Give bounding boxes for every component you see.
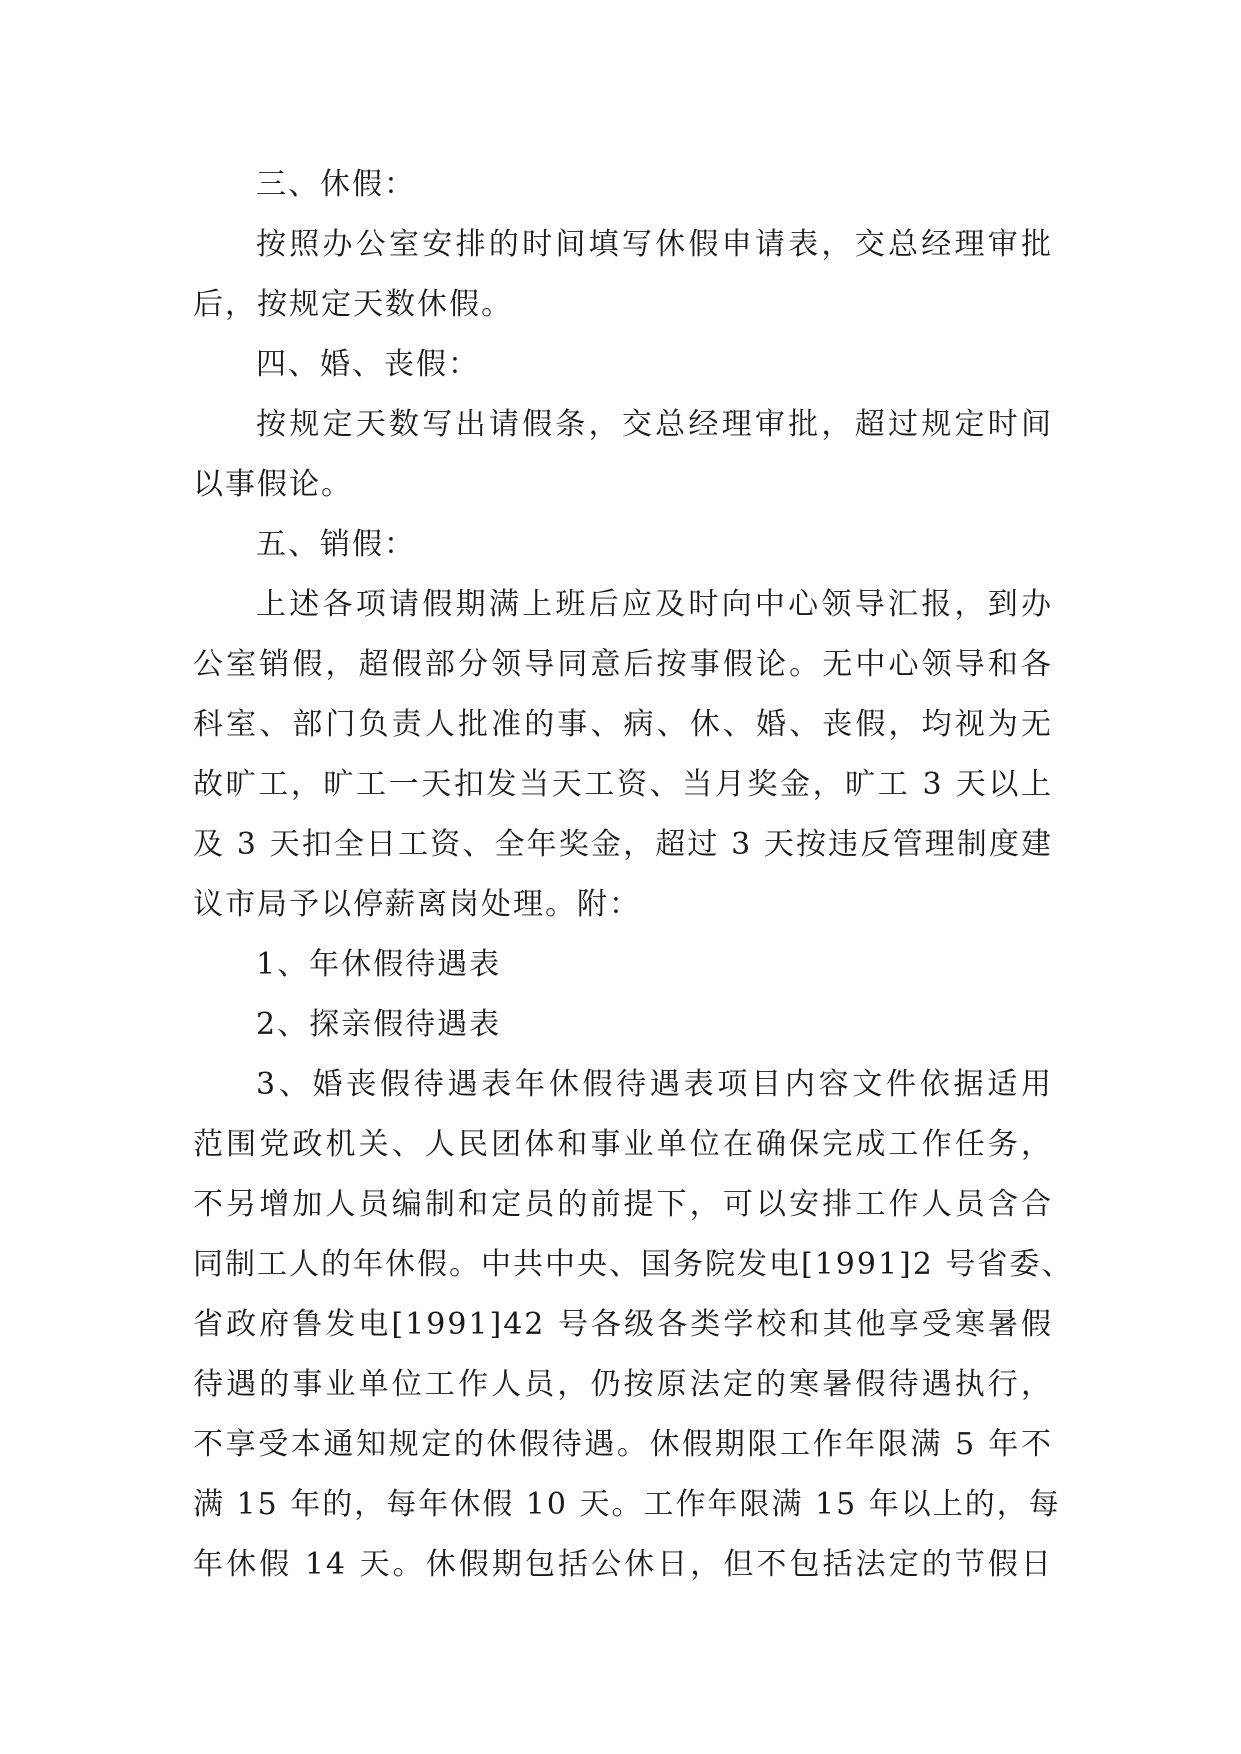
- paragraph-line: 按照办公室安排的时间填写休假申请表，交总经理审批: [256, 227, 1053, 262]
- paragraph-line: 议市局予以停薪离岗处理。附：: [193, 887, 641, 922]
- paragraph-line: 公室销假，超假部分领导同意后按事假论。无中心领导和各: [193, 647, 1053, 682]
- paragraph-line: 待遇的事业单位工作人员，仍按原法定的寒暑假待遇执行，: [193, 1367, 1053, 1402]
- paragraph-line: 满 15 年的，每年休假 10 天。工作年限满 15 年以上的，每: [193, 1487, 1061, 1522]
- paragraph-line: 及 3 天扣全日工资、全年奖金，超过 3 天按违反管理制度建: [193, 827, 1053, 862]
- list-item: 2、探亲假待遇表: [256, 1007, 502, 1042]
- list-item: 1、年休假待遇表: [256, 947, 502, 982]
- paragraph-line: 省政府鲁发电[1991]42 号各级各类学校和其他享受寒暑假: [193, 1307, 1053, 1342]
- paragraph-line: 以事假论。: [193, 467, 353, 502]
- paragraph-line: 同制工人的年休假。中共中央、国务院发电[1991]2 号省委、: [193, 1247, 1074, 1282]
- heading-vacation: 三、休假：: [256, 167, 416, 202]
- paragraph-line: 不享受本通知规定的休假待遇。休假期限工作年限满 5 年不: [193, 1427, 1053, 1462]
- paragraph-line: 故旷工，旷工一天扣发当天工资、当月奖金，旷工 3 天以上: [193, 767, 1053, 802]
- paragraph-line: 范围党政机关、人民团体和事业单位在确保完成工作任务，: [193, 1127, 1053, 1162]
- paragraph-line: 按规定天数写出请假条，交总经理审批，超过规定时间: [256, 407, 1053, 442]
- paragraph-line: 上述各项请假期满上班后应及时向中心领导汇报，到办: [256, 587, 1053, 622]
- list-item: 3、婚丧假待遇表年休假待遇表项目内容文件依据适用: [256, 1067, 1053, 1102]
- heading-marriage-funeral-leave: 四、婚、丧假：: [256, 347, 480, 382]
- paragraph-line: 后，按规定天数休假。: [193, 287, 513, 322]
- paragraph-line: 科室、部门负责人批准的事、病、休、婚、丧假，均视为无: [193, 707, 1053, 742]
- heading-cancel-leave: 五、销假：: [256, 527, 416, 562]
- paragraph-line: 不另增加人员编制和定员的前提下，可以安排工作人员含合: [193, 1187, 1053, 1222]
- paragraph-line: 年休假 14 天。休假期包括公休日，但不包括法定的节假日: [193, 1547, 1053, 1582]
